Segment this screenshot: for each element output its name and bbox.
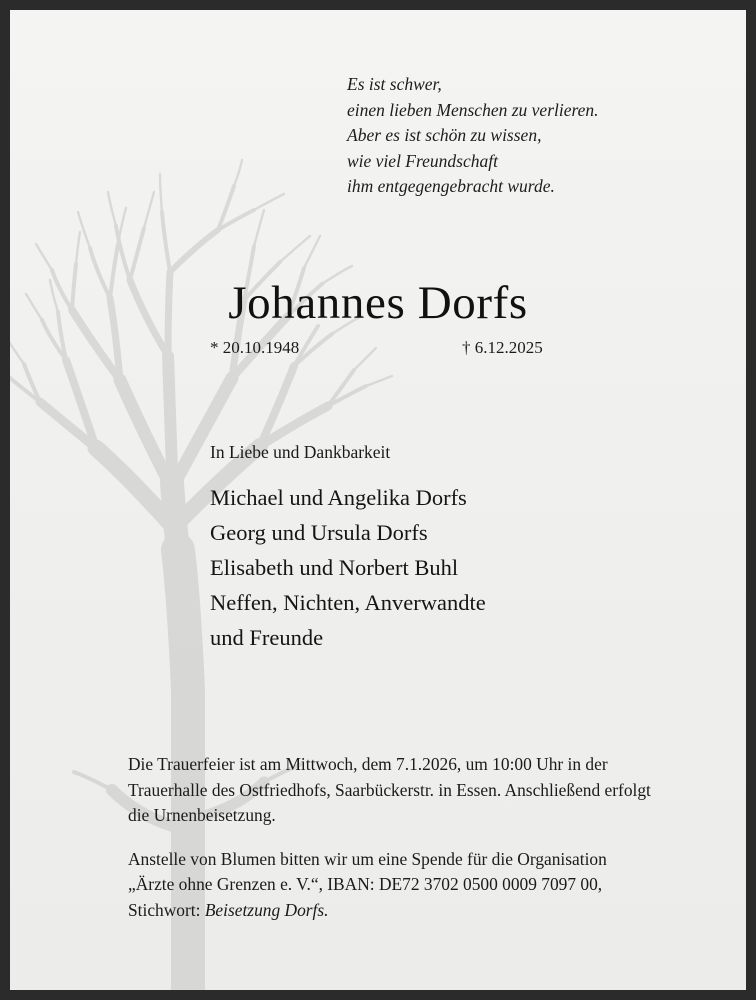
birth-date: * 20.10.1948 xyxy=(210,338,300,357)
verse-line: einen lieben Menschen zu verlieren. xyxy=(347,99,599,120)
family-member: Michael und Angelika Dorfs xyxy=(210,485,467,510)
verse-line: Aber es ist schön zu wissen, xyxy=(347,125,542,145)
donation-text xyxy=(128,847,656,924)
family-intro: In Liebe und Dankbarkeit xyxy=(210,442,391,462)
verse-line: ihm entgegengebracht wurde. xyxy=(347,176,555,196)
donation-prefix: Anstelle von Blumen bitten wir um eine Spende für die Organisation „Ärzte ohne Grenzen e. V.“, IBAN: DE72 3702 0500 0009 7097 00, Stichwort: xyxy=(128,848,607,920)
verse-line: Es ist schwer, xyxy=(347,74,442,94)
verse-line: wie viel Freundschaft xyxy=(347,150,498,171)
donation-keyword: Beisetzung Dorfs. xyxy=(204,899,329,920)
death-date: † 6.12.2025 xyxy=(462,338,543,357)
card-inner xyxy=(10,10,746,990)
verse-block xyxy=(347,72,599,200)
ceremony-text: Die Trauerfeier ist am Mittwoch, dem 7.1.2026, um 10:00 Uhr in der Trauerhalle des Ostfriedhofs, Saarbückerstr. in Essen. Anschließend erfolgt die Urnenbeisetzung. xyxy=(128,754,651,825)
family-member: und Freunde xyxy=(210,625,324,650)
family-member: Elisabeth und Norbert Buhl xyxy=(210,555,459,580)
family-member: Neffen, Nichten, Anverwandte xyxy=(210,590,486,615)
deceased-name: Johannes Dorfs xyxy=(228,277,528,329)
family-member: Georg und Ursula Dorfs xyxy=(210,520,428,545)
details-block xyxy=(128,752,656,923)
family-block xyxy=(210,440,486,655)
